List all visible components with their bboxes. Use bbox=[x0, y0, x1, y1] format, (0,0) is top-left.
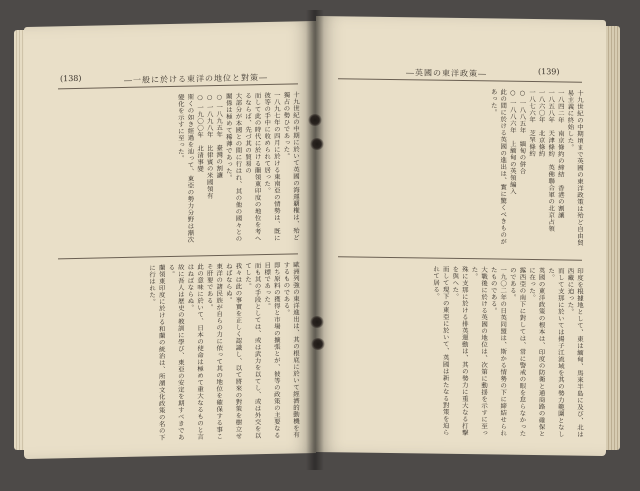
binding-hole-mark bbox=[310, 138, 324, 150]
text-line: 十九世紀の中期に於いて英國の海運覇権は、殆ど獨占の勢ひであった。 bbox=[282, 91, 300, 242]
text-line: 蘭領東印度に於ける和蘭の統治は、所謂文化政策の名の下に行はれた。 bbox=[148, 264, 166, 442]
right-page-number: (139) bbox=[538, 67, 560, 77]
text-line: 此の意味に於いて、日本の使命は極めて重大なるものと言はねばならぬ。 bbox=[186, 263, 205, 441]
timeline-entry: ○ 一八八六年 上緬甸の英領編入 bbox=[508, 88, 517, 195]
left-page-number: (138) bbox=[60, 73, 82, 84]
text-line: 英國の東洋政策の根本は、印度の防衛と通商路の確保とに在った。 bbox=[528, 266, 546, 438]
left-upper-text bbox=[60, 91, 300, 246]
binding-hole-mark bbox=[308, 114, 322, 126]
text-line: 大部分が本國との間に行はれ、其の他の國々との關係は極めて稀薄であった。 bbox=[224, 92, 243, 243]
left-section-rule bbox=[58, 253, 298, 259]
text-line: 而して現下の東亞に於いて、英國は新たなる對策を迫られて居る。 bbox=[432, 265, 450, 436]
text-line: 故に吾人は歴史の教訓に學び、東亞の安定を期すべきである。 bbox=[167, 263, 185, 441]
text-line: 而も其の手段としては、或は武力を以てし、或は外交を以てした。 bbox=[244, 262, 262, 440]
timeline-entry: 一八七六年 芝罘條約 bbox=[528, 88, 537, 158]
text-line: 東洋の諸民族が自らの力に依って其の地位を確保する事こそ肝要である。 bbox=[205, 262, 224, 440]
text-line: 我々は此の事實を正しく認識し、以て將來の對策を樹立せねばならぬ。 bbox=[224, 262, 243, 440]
binding-hole-mark bbox=[311, 338, 325, 350]
timeline-entry: 一八四二年 南京條約の締結 香港の割讓 bbox=[556, 89, 565, 219]
right-running-header: ―英國の東洋政策― bbox=[406, 68, 487, 79]
text-line: 歐洲列強の東洋進出は、其の根底に於いて經濟的動機を有するものである。 bbox=[282, 261, 300, 439]
timeline-entry: ○ 一八九五年 臺灣の割讓 bbox=[215, 92, 224, 179]
binding-hole-mark bbox=[310, 316, 324, 328]
right-upper-text bbox=[340, 86, 584, 249]
text-line: 殊に支那に於ける排英運動は、其の勢力に重大なる打撃を與へた。 bbox=[451, 265, 469, 437]
text-line: 印度を根據地として、東は緬甸、馬來半島に及び、北は西藏に迫った。 bbox=[566, 267, 584, 438]
timeline-entry: 一八六〇年 北京條約 bbox=[537, 89, 546, 158]
text-line: 即ち原料の獲得と市場の擴張とが、彼等の政策の主要なる目標であった。 bbox=[263, 261, 281, 439]
timeline-entry: ○ 一九〇〇年 北清事變 bbox=[196, 93, 205, 173]
right-page bbox=[316, 16, 606, 456]
left-page bbox=[24, 21, 316, 459]
text-line: 十九世紀の中期頃まで英國の東洋政策は殆ど自由貿易主義に終始した。 bbox=[566, 89, 584, 247]
right-lower-text bbox=[340, 264, 584, 443]
text-line: 此の間に於ける英國の進出は、實に驚くべきものがあった。 bbox=[489, 88, 508, 246]
text-line: 一八九七年の四月に於ける東南亞の情勢は、既に彼等の手中に收められて居った。 bbox=[263, 91, 281, 242]
timeline-entry: ○ 一八九八年 比律賓の米國領有 bbox=[205, 93, 214, 200]
text-line: 而して支那に於いては揚子江流域を其の勢力範圍となした。 bbox=[547, 267, 565, 438]
book-spine-shadow bbox=[306, 10, 324, 470]
timeline-entry: ○ 一八八五年 緬甸の併合 bbox=[518, 88, 527, 175]
text-line: 斯くの如き經過を辿って、東亞の勢力分野は漸次變化を示すに至った。 bbox=[176, 93, 195, 244]
left-running-header: ―一般に於ける東洋の地位と對策― bbox=[124, 72, 268, 85]
text-line: 露西亞の南下に對しては、常に警戒の眼を怠らなかったのである。 bbox=[508, 266, 527, 437]
text-line: 而して此の時代に於ける蘭領東印度の地位を考へるならば、先づ其の貿易の bbox=[244, 92, 262, 242]
left-lower-text bbox=[60, 261, 300, 446]
text-line: 大戰後に於ける英國の地位は、次第に動揺を示すに至った。 bbox=[470, 266, 489, 437]
text-line: 一九〇二年の日英同盟は、斯かる情勢の下に締結せられたものである。 bbox=[489, 266, 508, 437]
right-section-rule bbox=[338, 256, 582, 260]
timeline-entry: 一八五八年 天津條約 英佛聯合軍の北京占領 bbox=[547, 89, 556, 233]
